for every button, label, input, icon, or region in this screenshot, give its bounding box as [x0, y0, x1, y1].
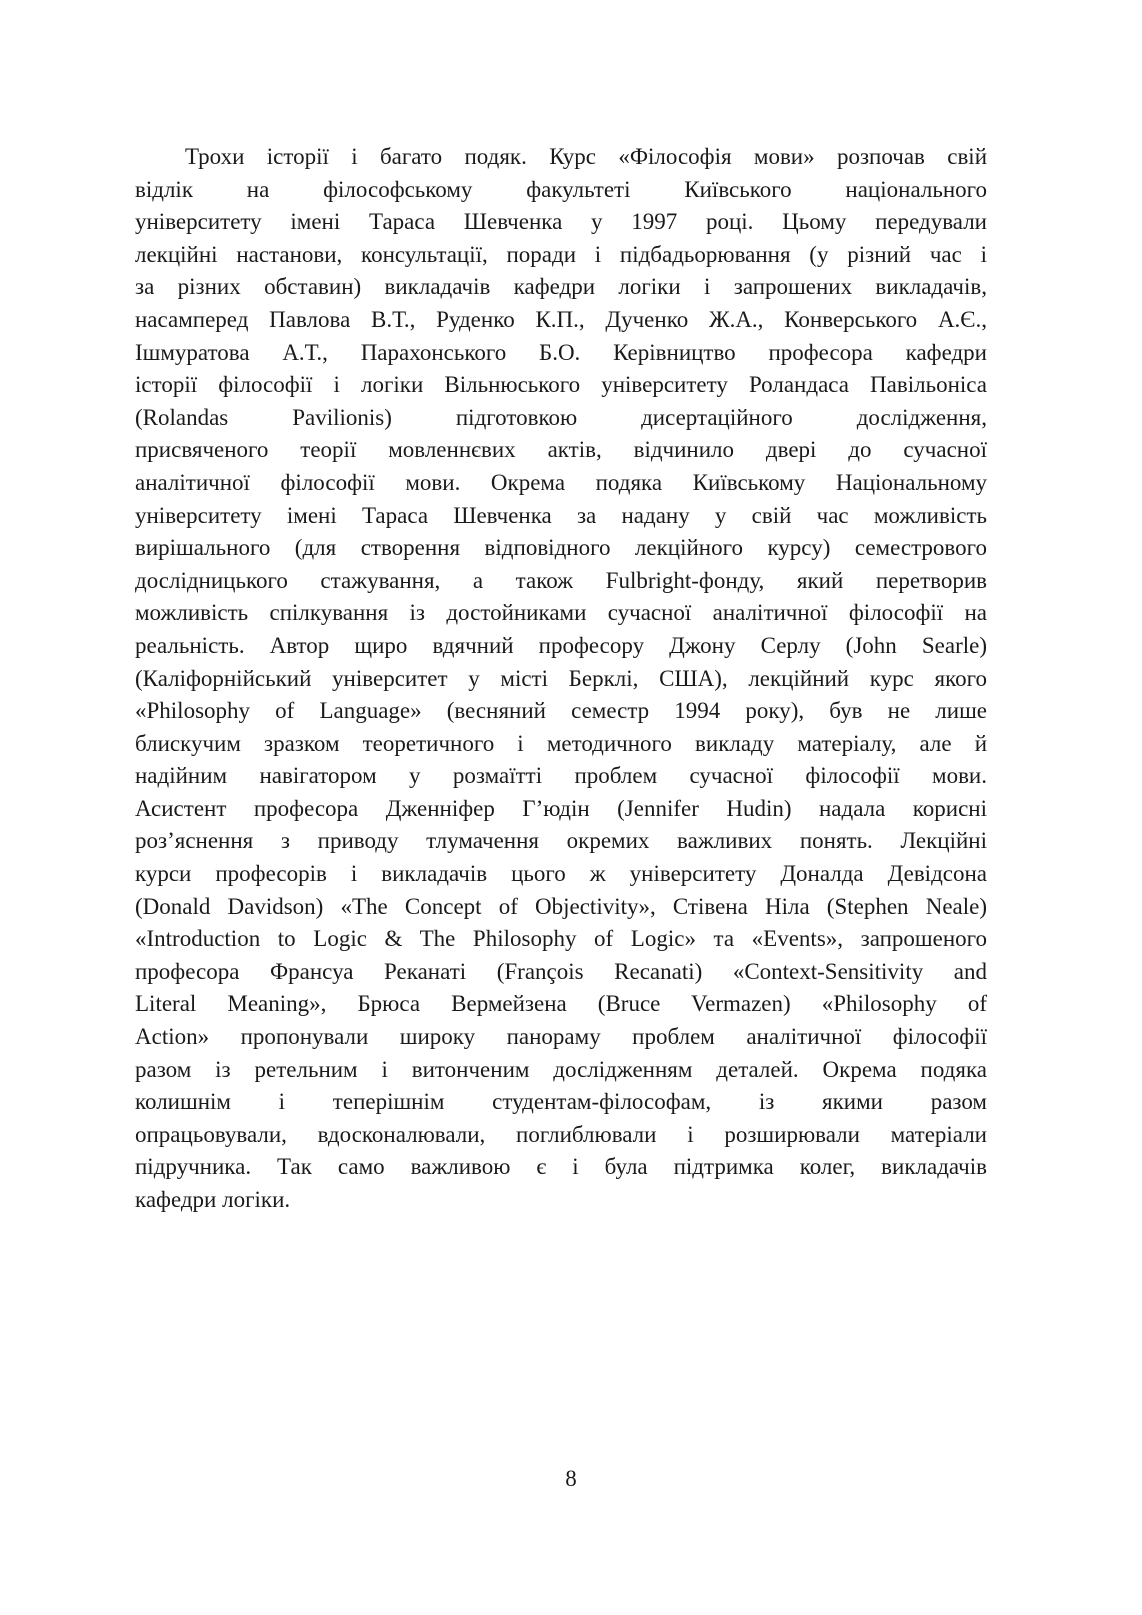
- paragraph-line: Трохи історії і багато подяк. Курс «Філософія мови» розпочав свій: [185, 144, 987, 169]
- paragraph-line: реальність. Автор щиро вдячний професору Джону Серлу (John Searle): [135, 632, 987, 658]
- paragraph-line: Literal Meaning», Брюса Вермейзена (Bruce Vermazen) «Philosophy of: [135, 991, 987, 1017]
- paragraph-line: відлік на філософському факультеті Київського національного: [135, 176, 987, 202]
- paragraph-line: «Philosophy of Language» (весняний семестр 1994 року), був не лише: [135, 698, 987, 724]
- paragraph-line: університету імені Тараса Шевченка за надану у свій час можливість: [135, 502, 987, 528]
- paragraph-line: блискучим зразком теоретичного і методичного викладу матеріалу, але й: [135, 730, 987, 756]
- paragraph-line: опрацьовували, вдосконалювали, поглиблювали і розширювали матеріали: [135, 1121, 987, 1147]
- paragraph-line: Ішмуратова А.Т., Парахонського Б.О. Керівництво професора кафедри: [135, 339, 987, 365]
- paragraph-line: Асистент професора Дженніфер Г’юдін (Jennifer Hudin) надала корисні: [135, 795, 987, 821]
- paragraph-line: колишнім і теперішнім студентам-філософам, із якими разом: [135, 1089, 987, 1115]
- paragraph-line: вирішального (для створення відповідного лекційного курсу) семестрового: [135, 535, 987, 561]
- paragraph-line: аналітичної філософії мови. Окрема подяка Київському Національному: [135, 469, 987, 495]
- body-paragraph: [135, 141, 987, 1217]
- paragraph-line: присвяченого теорії мовленнєвих актів, відчинило двері до сучасної: [135, 437, 987, 463]
- paragraph-line: лекційні настанови, консультації, поради і підбадьорювання (у різний час і: [135, 241, 987, 267]
- paragraph-line: курси професорів і викладачів цього ж університету Доналда Девідсона: [135, 861, 987, 887]
- paragraph-line: підручника. Так само важливою є і була підтримка колег, викладачів: [135, 1154, 987, 1180]
- paragraph-line: кафедри логіки.: [135, 1187, 291, 1212]
- paragraph-line: університету імені Тараса Шевченка у 1997 році. Цьому передували: [135, 209, 987, 235]
- paragraph-line: насамперед Павлова В.Т., Руденко К.П., Дученко Ж.А., Конверського А.Є.,: [135, 306, 987, 332]
- paragraph-line: роз’яснення з приводу тлумачення окремих важливих понять. Лекційні: [135, 828, 987, 854]
- paragraph-line: за різних обставин) викладачів кафедри логіки і запрошених викладачів,: [135, 274, 987, 300]
- paragraph-line: дослідницького стажування, а також Fulbright-фонду, який перетворив: [135, 567, 987, 593]
- paragraph-line: «Introduction to Logic & The Philosophy of Logic» та «Events», запрошеного: [135, 926, 987, 952]
- page-number: 8: [565, 1466, 577, 1491]
- paragraph-line: разом із ретельним і витонченим дослідженням деталей. Окрема подяка: [135, 1056, 987, 1082]
- paragraph-line: (Donald Davidson) «The Concept of Objectivity», Стівена Ніла (Stephen Neale): [135, 893, 987, 919]
- paragraph-line: (Каліфорнійський університет у місті Берклі, США), лекційний курс якого: [135, 665, 987, 691]
- paragraph-line: Action» пропонували широку панораму проблем аналітичної філософії: [135, 1024, 987, 1050]
- paragraph-line: (Rolandas Pavilionis) підготовкою дисертаційного дослідження,: [135, 404, 987, 430]
- paragraph-line: історії філософії і логіки Вільнюського університету Роландаса Павільоніса: [135, 372, 987, 398]
- paragraph-line: професора Франсуа Реканаті (François Recanati) «Context-Sensitivity and: [135, 958, 987, 984]
- paragraph-line: надійним навігатором у розмаїтті проблем сучасної філософії мови.: [135, 763, 987, 789]
- paragraph-line: можливість спілкування із достойниками сучасної аналітичної філософії на: [135, 600, 987, 626]
